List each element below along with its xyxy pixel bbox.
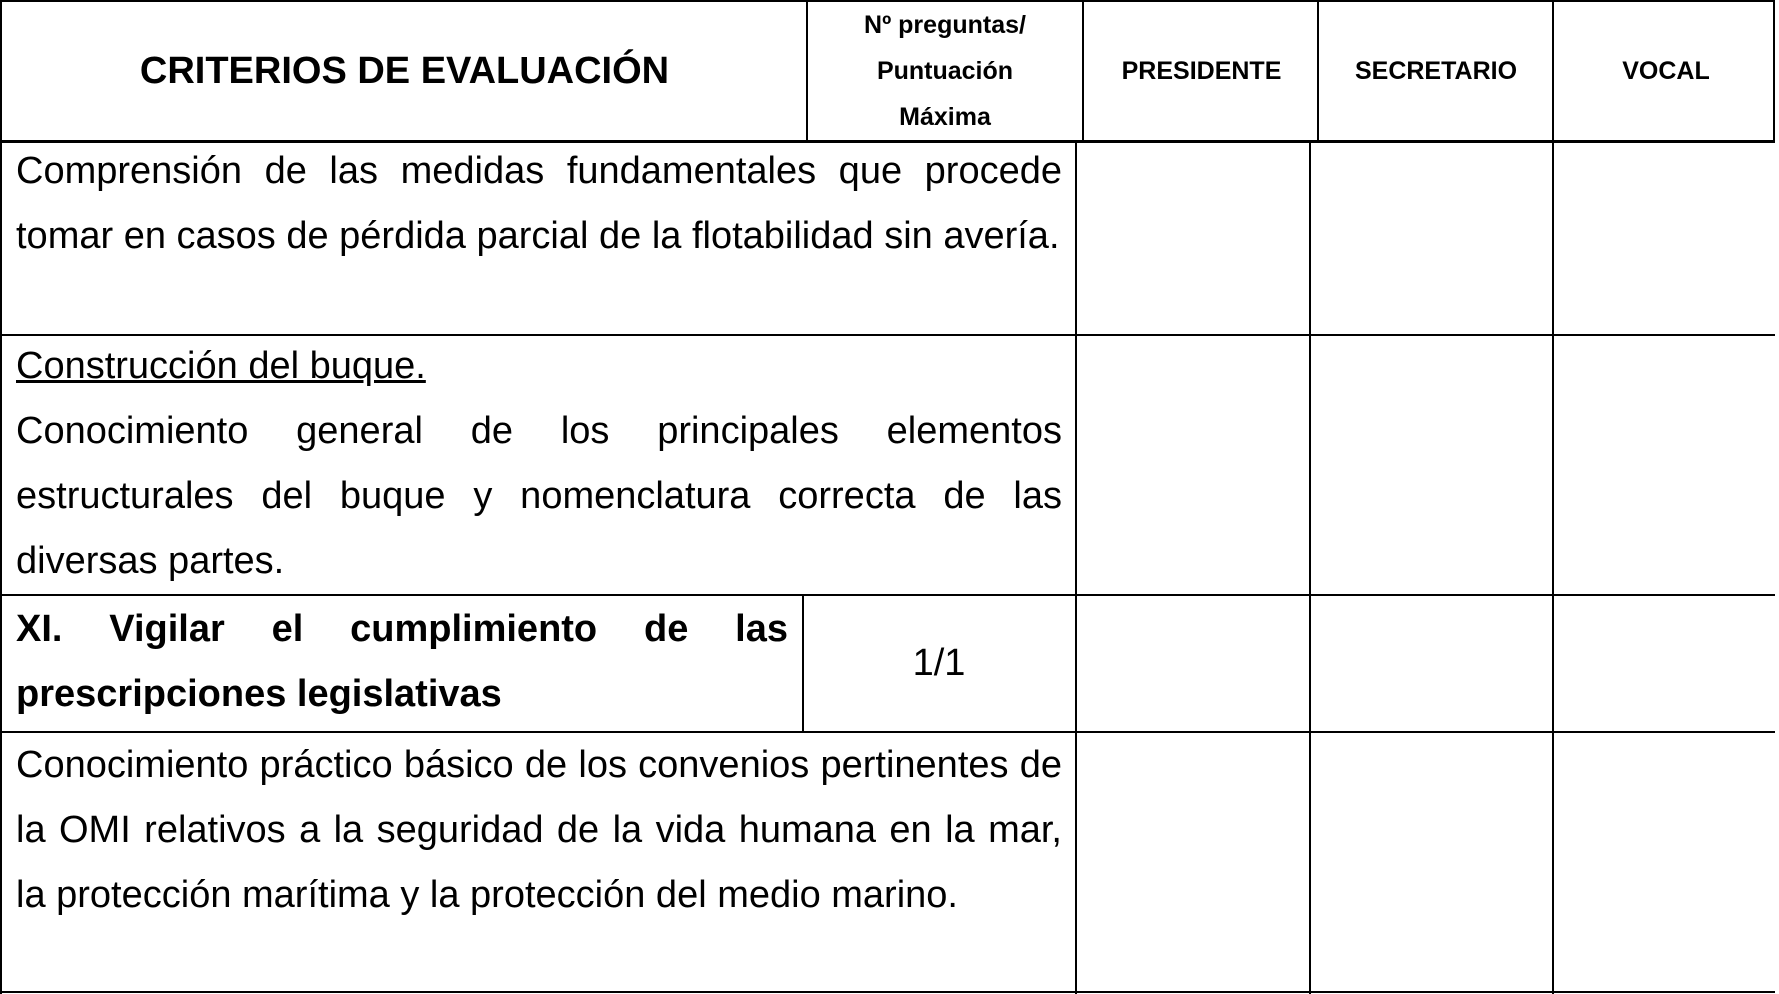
grid-bottom xyxy=(0,991,1775,993)
grid-body-criteria-divider xyxy=(1075,141,1077,994)
criteria-row-3-text: XI. Vigilar el cumplimiento de las prescripciones legislativas xyxy=(16,608,788,715)
grid-row-1-bottom xyxy=(0,334,1775,336)
grid-body-presidente-divider xyxy=(1309,141,1311,994)
grid-top xyxy=(0,0,1775,2)
header-questions-line1: Nº preguntas/ xyxy=(864,10,1026,39)
criteria-row-3-score-value: 1/1 xyxy=(912,641,966,684)
header-vocal-label: VOCAL xyxy=(1622,57,1710,85)
header-secretario-label: SECRETARIO xyxy=(1354,57,1518,85)
grid-row-3-bottom xyxy=(0,731,1775,733)
criteria-row-2-text: Conocimiento general de los principales elementos estructurales del buque y nomenclatura correcta de las diversas partes. xyxy=(16,410,1062,582)
grid-header-questions-divider xyxy=(1082,0,1084,141)
header-criteria xyxy=(2,2,807,141)
header-questions xyxy=(808,0,1082,141)
grid-secretario-divider xyxy=(1552,0,1554,994)
grid-row-2-bottom xyxy=(0,594,1775,596)
criteria-row-3-score xyxy=(804,597,1074,729)
grid-right xyxy=(1773,0,1775,141)
header-criteria-label: CRITERIOS DE EVALUACIÓN xyxy=(139,50,670,92)
criteria-row-4-text: Conocimiento práctico básico de los convenios pertinentes de la OMI relativos a la seguridad de la vida humana en la mar, la protección marítima y la protección del medio marino. xyxy=(16,744,1062,916)
grid-left xyxy=(0,0,2,994)
criteria-row-1-text: Comprensión de las medidas fundamentales que procede tomar en casos de pérdida parcial de la flotabilidad sin avería. xyxy=(16,150,1062,257)
criteria-row-4 xyxy=(0,733,1076,994)
header-presidente-label: PRESIDENTE xyxy=(1121,57,1282,85)
criteria-row-2-heading: Construcción del buque. xyxy=(16,345,426,387)
criteria-row-2 xyxy=(0,334,1076,594)
grid-header-presidente-divider xyxy=(1317,0,1319,141)
grid-score-divider xyxy=(802,594,804,733)
header-presidente xyxy=(1085,2,1318,141)
grid-header-bottom xyxy=(0,140,1775,143)
header-secretario xyxy=(1320,2,1552,141)
header-vocal xyxy=(1555,2,1777,141)
header-questions-line3: Máxima xyxy=(899,102,991,131)
header-questions-line2: Puntuación xyxy=(876,56,1014,85)
grid-header-criteria-divider xyxy=(806,0,808,141)
criteria-row-3 xyxy=(0,597,802,733)
criteria-row-1 xyxy=(0,139,1076,334)
